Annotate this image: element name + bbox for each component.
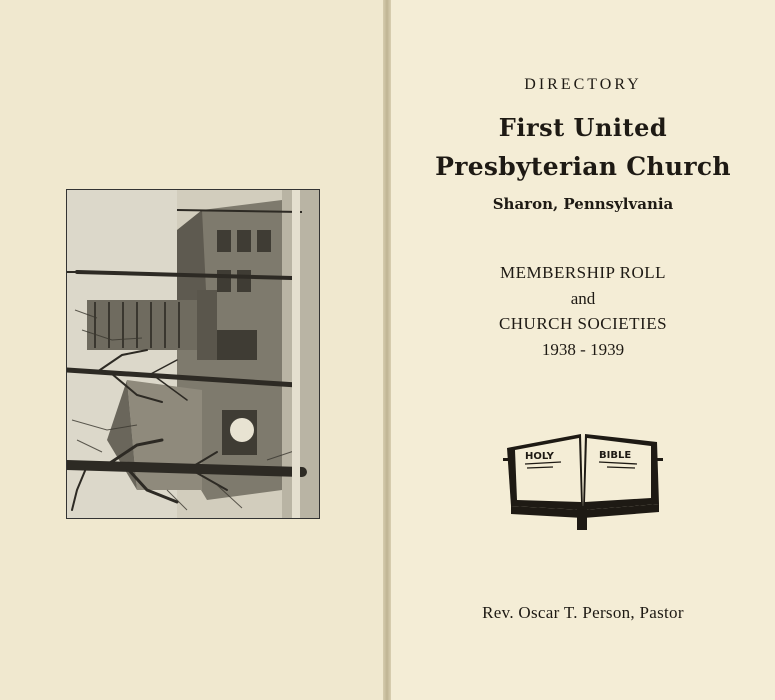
left-page bbox=[0, 0, 386, 700]
holy-bible-icon bbox=[503, 428, 663, 530]
directory-heading: DIRECTORY bbox=[524, 76, 642, 93]
church-photo-image bbox=[67, 190, 319, 518]
church-location: Sharon, Pennsylvania bbox=[492, 195, 674, 213]
church-photo bbox=[66, 189, 320, 519]
title-page bbox=[391, 0, 775, 700]
bible-left-label: HOLY bbox=[525, 451, 554, 462]
bible-right-label: BIBLE bbox=[599, 450, 632, 461]
pastor-name: Rev. Oscar T. Person, Pastor bbox=[482, 603, 684, 622]
membership-roll-title: MEMBERSHIP ROLL bbox=[499, 263, 667, 282]
and-text: and bbox=[570, 289, 596, 308]
book-gutter bbox=[383, 0, 391, 700]
year-range: 1938 - 1939 bbox=[541, 340, 625, 359]
church-societies-title: CHURCH SOCIETIES bbox=[498, 314, 668, 333]
church-name-line1: First United bbox=[498, 113, 668, 142]
church-name-line2: Presbyterian Church bbox=[435, 152, 731, 181]
